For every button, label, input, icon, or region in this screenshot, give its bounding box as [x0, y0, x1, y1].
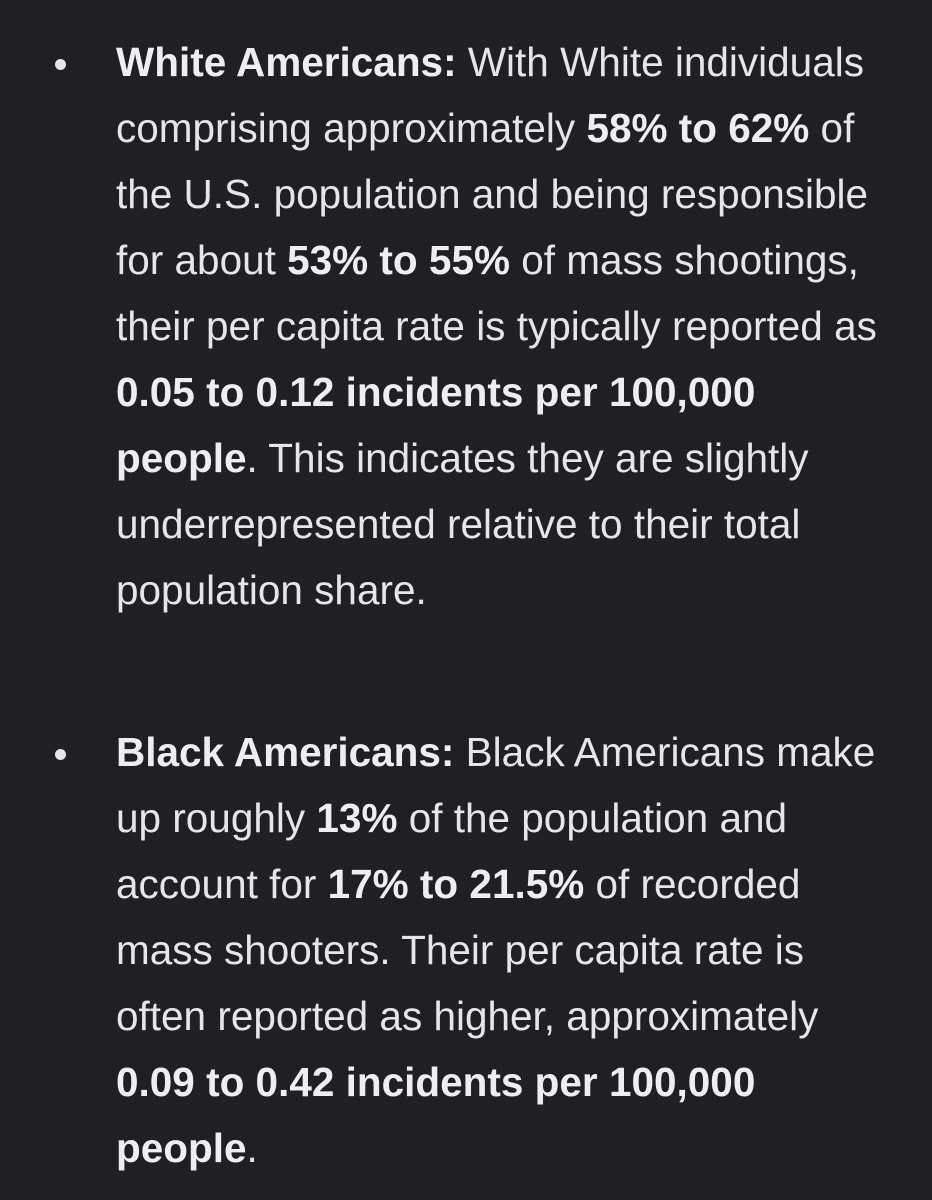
- bullet-text: . This indicates they are slightly underrepresented relative to their total population share.: [116, 435, 809, 613]
- bullet-dot-icon: [55, 749, 66, 760]
- bullet-emphasis: 0.05 to 0.12 incidents per 100,000 people: [116, 369, 756, 481]
- bullet-dot-icon: [55, 59, 66, 70]
- bullet-emphasis: 13%: [316, 795, 398, 841]
- bullet-label: Black Americans:: [116, 729, 455, 775]
- bullet-item-white-americans: [116, 29, 896, 623]
- bullet-emphasis: 17% to 21.5%: [327, 861, 585, 907]
- bullet-text: .: [246, 1125, 258, 1171]
- bullet-text: of the U.S. population and being responsible for about: [116, 105, 869, 283]
- bullet-text: of mass shootings, their per capita rate is typically reported as: [116, 237, 877, 349]
- bullet-item-black-americans: [116, 719, 896, 1181]
- bullet-text: of recorded mass shooters. Their per capita rate is often reported as higher, approximately: [116, 861, 819, 1039]
- bullet-text: of the population and account for: [116, 795, 788, 907]
- bullet-label: White Americans:: [116, 39, 457, 85]
- bullet-emphasis: 58% to 62%: [586, 105, 810, 151]
- bullet-text: With White individuals comprising approximately: [116, 39, 864, 151]
- bullet-emphasis: 53% to 55%: [287, 237, 510, 283]
- bullet-text: Black Americans make up roughly: [116, 729, 876, 841]
- bullet-emphasis: 0.09 to 0.42 incidents per 100,000 people: [116, 1059, 756, 1171]
